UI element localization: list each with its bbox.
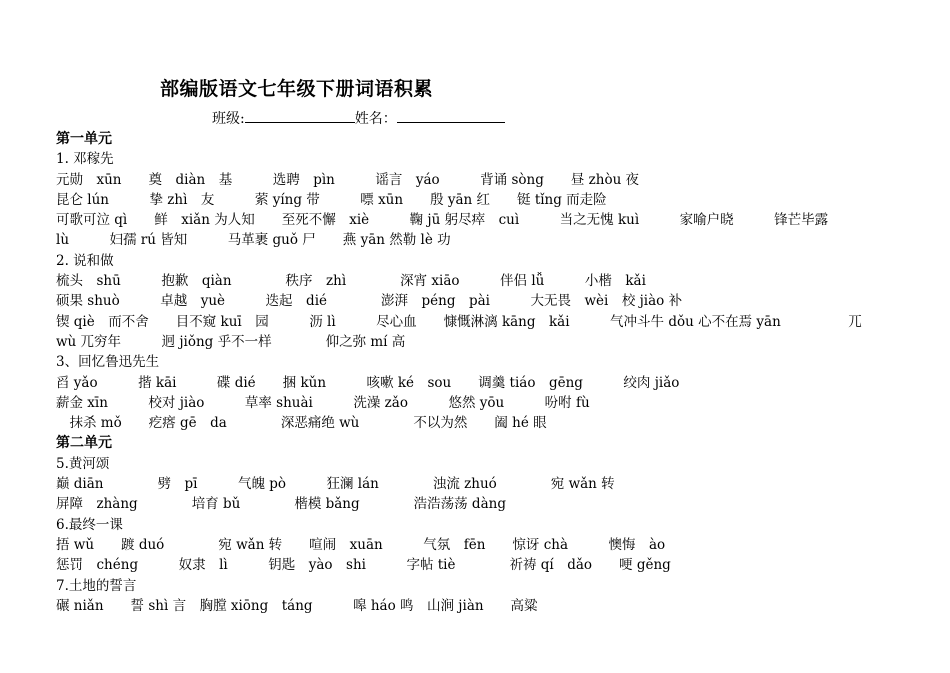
vocabulary-line: 硕果 shuò 卓越 yuè 迭起 dié 澎湃 péng pài 大无畏 wèi 校 jiào 补 xyxy=(56,293,683,310)
vocabulary-line: 梳头 shū 抱歉 qiàn 秩序 zhì 深宵 xiāo 伴侣 lǚ 小楷 kǎi xyxy=(56,273,646,290)
vocabulary-line: 元勋 xūn 奠 diàn 基 选聘 pìn 谣言 yáo 背诵 sòng 昼 zhòu 夜 xyxy=(56,171,640,188)
unit-heading: 第一单元 xyxy=(56,131,112,147)
lesson-heading: 7.土地的誓言 xyxy=(56,577,137,594)
unit-heading: 第二单元 xyxy=(56,435,112,452)
vocabulary-line: 可歌可泣 qì 鲜 xiǎn 为人知 至死不懈 xiè 鞠 jū 躬尽瘁 cuì 当之无愧 kuì 家喻户晓 锋芒毕露 xyxy=(56,212,829,229)
lesson-heading: 3、回忆鲁迅先生 xyxy=(56,354,160,371)
vocabulary-line: 屏障 zhàng 培育 bǔ 楷模 bǎng 浩浩荡荡 dàng xyxy=(56,496,506,513)
vocabulary-line: 巅 diān 劈 pī 气魄 pò 狂澜 lán 浊流 zhuó 宛 wǎn 转 xyxy=(56,476,615,493)
vocabulary-line: lù 妇孺 rú 皆知 马革裹 guǒ 尸 燕 yān 然勒 lè 功 xyxy=(56,232,451,249)
vocabulary-content xyxy=(56,129,941,616)
lesson-heading: 1. 邓稼先 xyxy=(56,151,114,168)
class-name-line xyxy=(212,108,505,128)
vocabulary-line: 昆仑 lún 挚 zhì 友 萦 yíng 带 嘌 xūn 殷 yān 红 铤 tǐng 而走险 xyxy=(56,191,607,208)
name-label: 姓名： xyxy=(354,111,397,127)
lesson-heading: 5.黄河颂 xyxy=(56,455,110,472)
class-blank xyxy=(245,108,355,123)
vocabulary-line: 捂 wǔ 踱 duó 宛 wǎn 转 喧闹 xuān 气氛 fēn 惊讶 chà 懊悔 ào xyxy=(56,536,666,553)
name-blank xyxy=(397,108,505,123)
vocabulary-line: 碾 niǎn 誓 shì 言 胸膛 xiōng táng 嗥 háo 鸣 山涧 jiàn 高粱 xyxy=(56,597,538,614)
vocabulary-line: 舀 yǎo 揩 kāi 碟 dié 捆 kǔn 咳嗽 ké sou 调羹 tiáo gēng 绞肉 jiǎo xyxy=(56,374,680,391)
document-title: 部编版语文七年级下册词语积累 xyxy=(160,78,434,100)
vocabulary-line: 惩罚 chéng 奴隶 lì 钥匙 yào shi 字帖 tiè 祈祷 qí dǎo 哽 gěng xyxy=(56,557,671,574)
vocabulary-line: 抹杀 mǒ 疙瘩 gē da 深恶痛绝 wù 不以为然 阖 hé 眼 xyxy=(56,415,547,432)
vocabulary-line: wù 兀穷年 迥 jiǒng 乎不一样 仰之弥 mí 高 xyxy=(56,333,406,350)
vocabulary-line: 薪金 xīn 校对 jiào 草率 shuài 洗澡 zǎo 悠然 yōu 吩咐 fù xyxy=(56,394,590,411)
lesson-heading: 2. 说和做 xyxy=(56,252,114,269)
class-label: 班级: xyxy=(212,111,245,127)
lesson-heading: 6.最终一课 xyxy=(56,516,123,533)
vocabulary-line: 锲 qiè 而不舍 目不窥 kuī 园 沥 lì 尽心血 慷慨淋漓 kāng kǎi 气冲斗牛 dǒu 心不在焉 yān 兀 xyxy=(56,313,862,330)
